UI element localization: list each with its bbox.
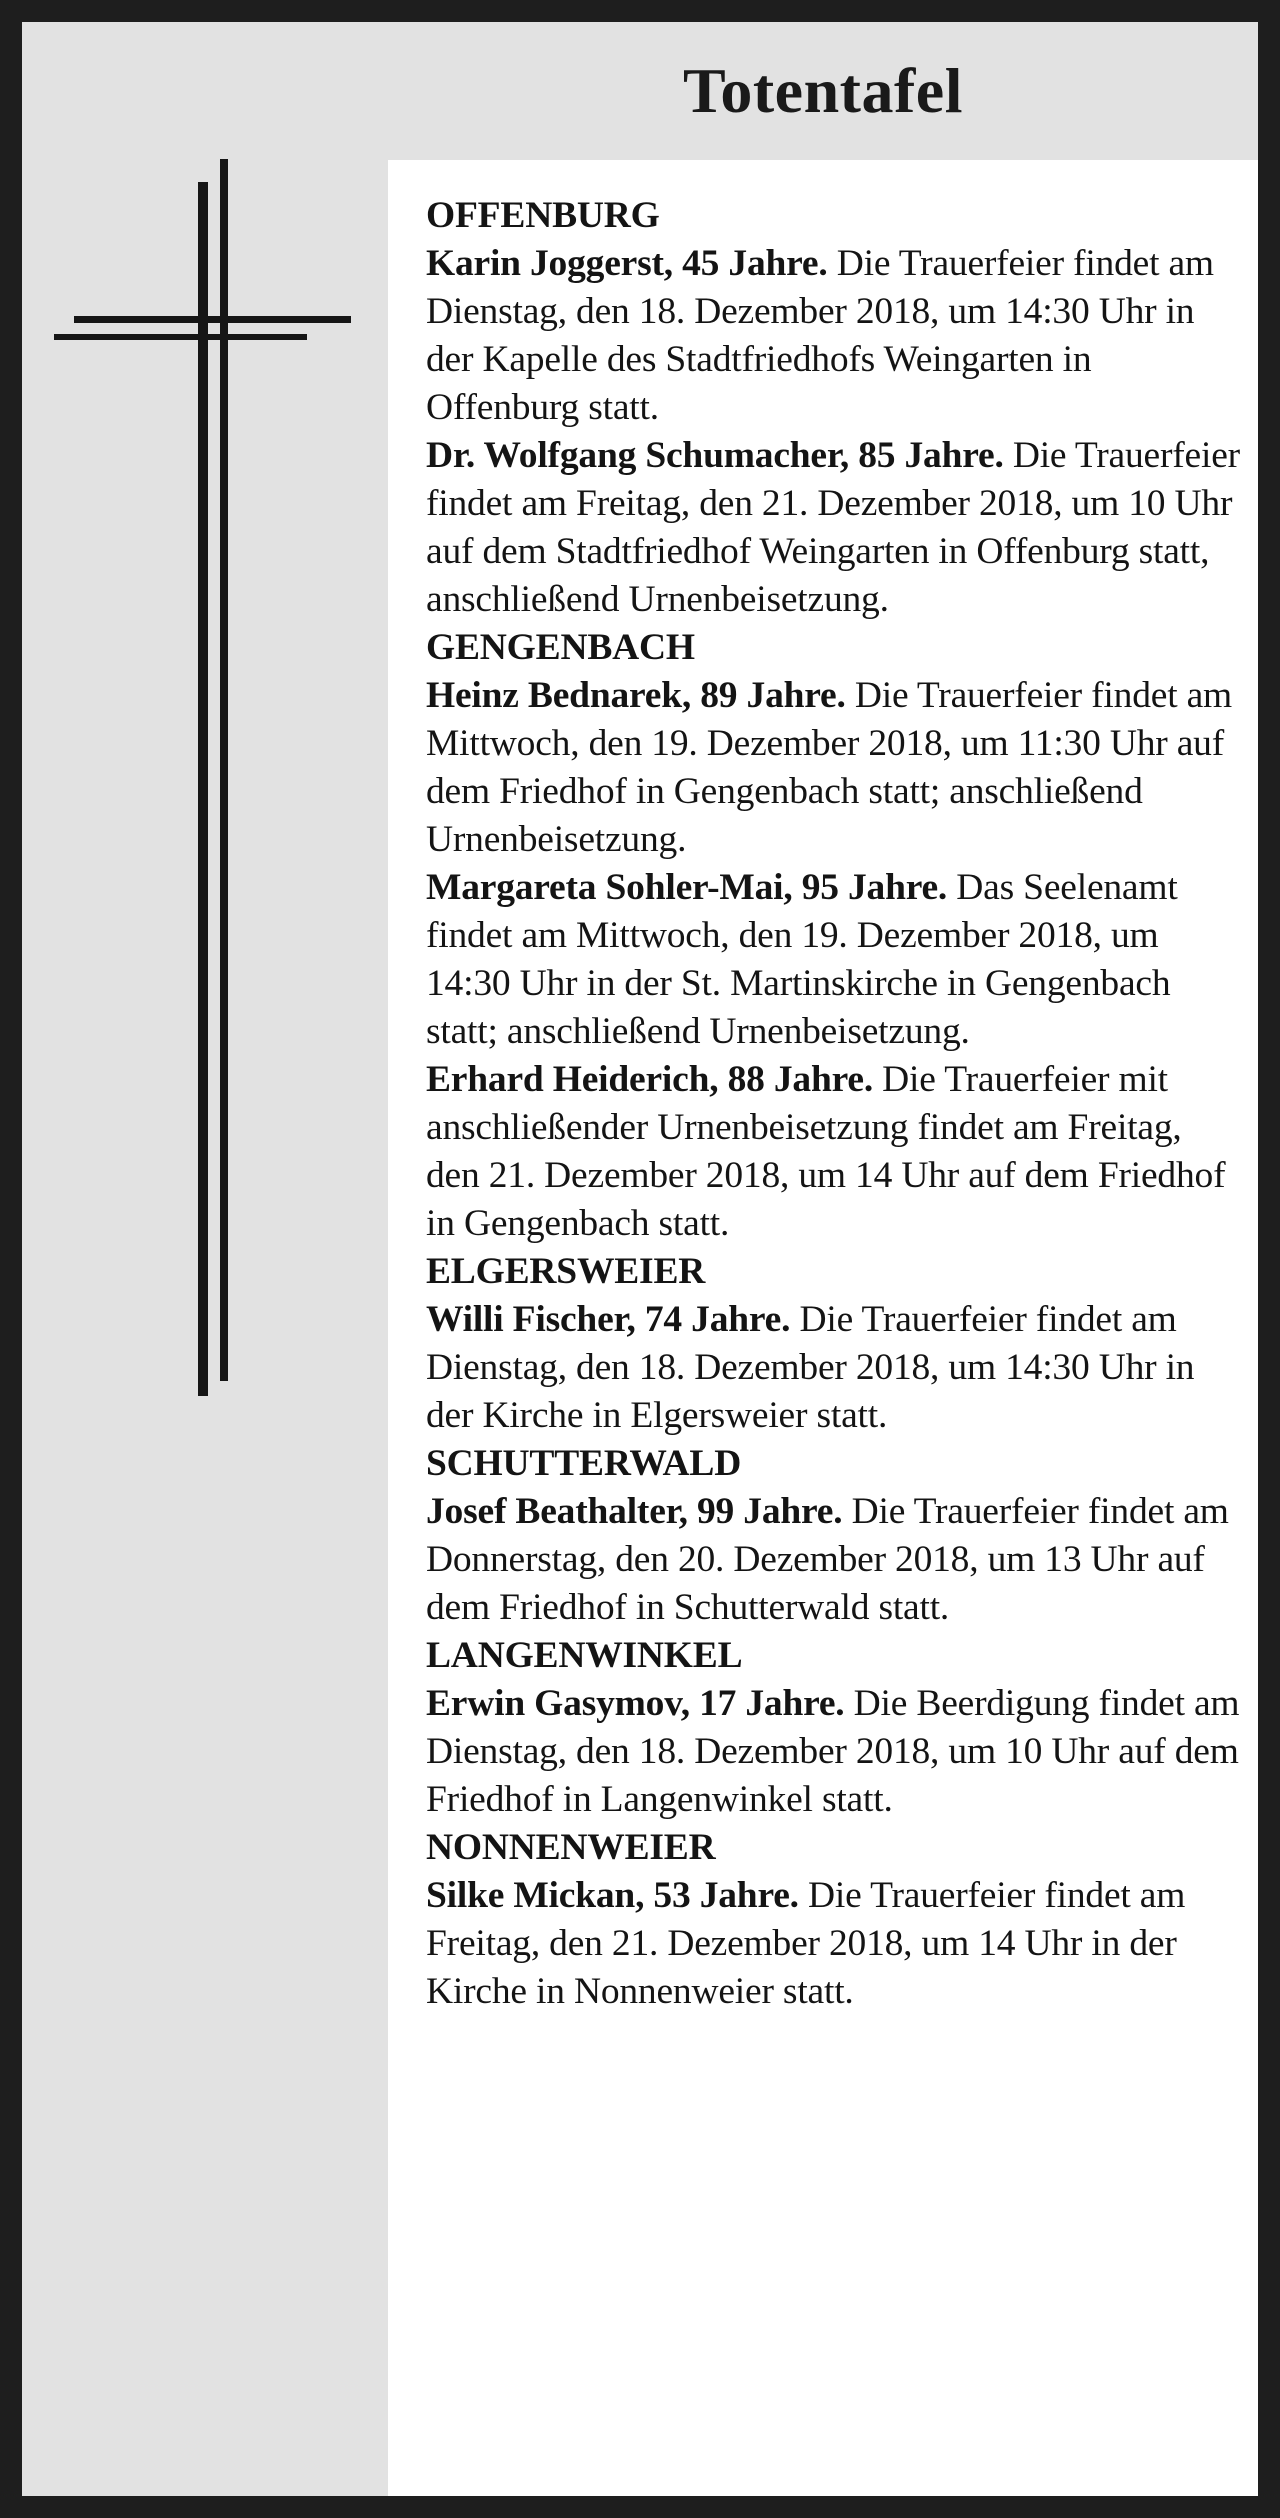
deceased-name: Heinz Bednarek, 89 Jahre. xyxy=(426,675,846,716)
town-heading: NONNENWEIER xyxy=(426,1827,716,1868)
town-heading: LANGENWINKEL xyxy=(426,1635,743,1676)
obituary-entry xyxy=(426,240,1242,432)
town-heading: SCHUTTERWALD xyxy=(426,1443,742,1484)
obituary-entry xyxy=(426,1056,1242,1248)
ceremony-details: Die Trauerfeier findet am Freitag, den 21. Dezember 2018, um 14 Uhr in der Kirche in Nonnenweier statt. xyxy=(426,1875,1186,2012)
deceased-name: Erwin Gasymov, 17 Jahre. xyxy=(426,1683,845,1724)
deceased-name: Erhard Heiderich, 88 Jahre. xyxy=(426,1059,873,1100)
obituary-notice xyxy=(22,22,1258,2496)
ceremony-details: Das Seelenamt findet am Mittwoch, den 19. Dezember 2018, um 14:30 Uhr in der St. Martinskirche in Gengenbach statt; anschließend Urnenbeisetzung. xyxy=(426,867,1178,1052)
deceased-name: Josef Beathalter, 99 Jahre. xyxy=(426,1491,843,1532)
town-heading: ELGERSWEIER xyxy=(426,1251,706,1292)
page-title: Totentafel xyxy=(683,55,963,126)
obituary-entry xyxy=(426,864,1242,1056)
ceremony-details: Die Trauerfeier findet am Dienstag, den 18. Dezember 2018, um 14:30 Uhr in der Kirche in Elgersweier statt. xyxy=(426,1299,1195,1436)
ceremony-details: Die Trauerfeier findet am Freitag, den 21. Dezember 2018, um 10 Uhr auf dem Stadtfriedhof Weingarten in Offenburg statt, anschließend Urnenbeisetzung. xyxy=(426,435,1240,620)
deceased-name: Silke Mickan, 53 Jahre. xyxy=(426,1875,799,1916)
obituary-panel xyxy=(388,160,1258,2496)
ceremony-details: Die Trauerfeier findet am Mittwoch, den 19. Dezember 2018, um 11:30 Uhr auf dem Friedhof in Gengenbach statt; anschließend Urnenbeisetzung. xyxy=(426,675,1233,860)
town-heading: OFFENBURG xyxy=(426,195,660,236)
deceased-name: Willi Fischer, 74 Jahre. xyxy=(426,1299,791,1340)
obituary-entry xyxy=(426,1680,1242,1824)
ceremony-details: Die Trauerfeier findet am Dienstag, den 18. Dezember 2018, um 14:30 Uhr in der Kapelle des Stadtfriedhofs Weingarten in Offenburg statt. xyxy=(426,243,1214,428)
obituary-list xyxy=(426,192,1242,2016)
deceased-name: Karin Joggerst, 45 Jahre. xyxy=(426,243,828,284)
deceased-name: Dr. Wolfgang Schumacher, 85 Jahre. xyxy=(426,435,1004,476)
ceremony-details: Die Trauerfeier mit anschließender Urnenbeisetzung findet am Freitag, den 21. Dezember 2018, um 14 Uhr auf dem Friedhof in Gengenbach statt. xyxy=(426,1059,1226,1244)
deceased-name: Margareta Sohler-Mai, 95 Jahre. xyxy=(426,867,948,908)
obituary-entry xyxy=(426,1488,1242,1632)
obituary-entry xyxy=(426,1296,1242,1440)
ceremony-details: Die Trauerfeier findet am Donnerstag, den 20. Dezember 2018, um 13 Uhr auf dem Friedhof in Schutterwald statt. xyxy=(426,1491,1229,1628)
obituary-entry xyxy=(426,432,1242,624)
obituary-entry xyxy=(426,672,1242,864)
obituary-entry xyxy=(426,1872,1242,2016)
town-heading: GENGENBACH xyxy=(426,627,695,668)
cross-icon xyxy=(22,22,388,1422)
ceremony-details: Die Beerdigung findet am Dienstag, den 18. Dezember 2018, um 10 Uhr auf dem Friedhof in Langenwinkel statt. xyxy=(426,1683,1240,1820)
